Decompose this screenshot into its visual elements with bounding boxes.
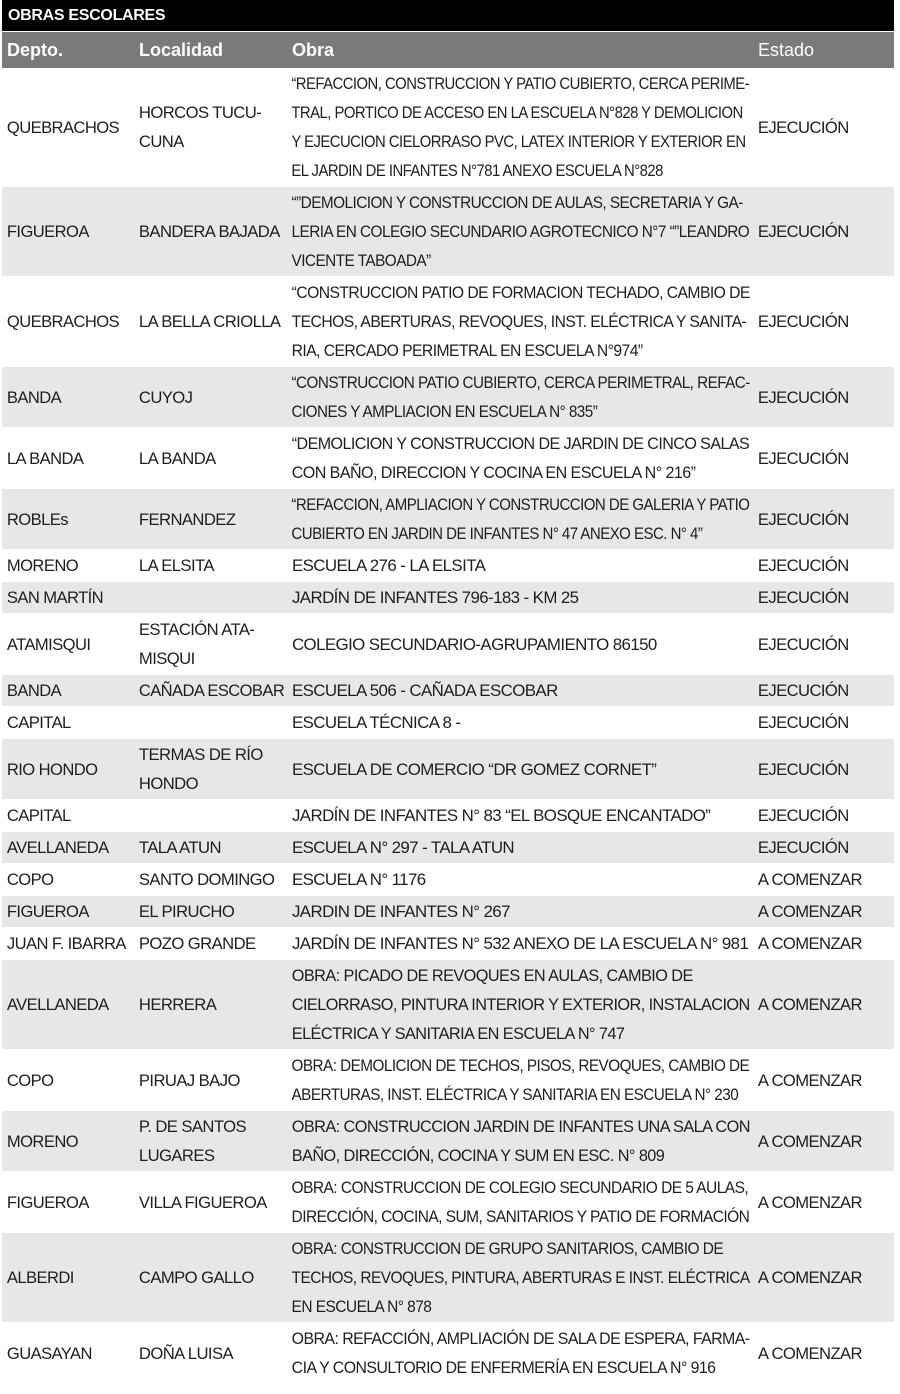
table-row <box>2 582 894 613</box>
cell-localidad: TALA ATUN <box>138 838 221 857</box>
table-row <box>2 864 894 895</box>
cell-localidad: P. DE SANTOS LUGARES <box>138 1117 247 1165</box>
cell-localidad: EL PIRUCHO <box>138 902 235 921</box>
obras-escolares-table <box>2 0 894 1383</box>
table-row <box>2 675 894 706</box>
table-row <box>2 367 894 427</box>
table-body <box>2 68 894 1383</box>
header-depto: Depto. <box>7 40 63 60</box>
cell-localidad: FERNANDEZ <box>138 509 236 529</box>
cell-obra: ESCUELA 276 - LA ELSITA <box>291 556 486 575</box>
cell-depto: QUEBRACHOS <box>6 117 120 137</box>
cell-estado: EJECUCIÓN <box>757 806 849 825</box>
table-row <box>2 707 894 738</box>
cell-localidad: VILLA FIGUEROA <box>138 1192 267 1212</box>
cell-depto: COPO <box>6 870 54 889</box>
cell-obra: ESCUELA N° 1176 <box>291 870 426 889</box>
cell-estado: EJECUCIÓN <box>757 838 849 857</box>
cell-estado: EJECUCIÓN <box>757 387 849 407</box>
cell-obra: OBRA: DEMOLICION DE TECHOS, PISOS, REVOQUES, CAMBIO DE ABERTURAS, INST. ELÉCTRICA Y SANITARIA EN ESCUELA N° 230 <box>291 1056 750 1104</box>
cell-estado: EJECUCIÓN <box>757 681 849 700</box>
cell-localidad: TERMAS DE RÍO HONDO <box>138 745 263 793</box>
cell-obra: ESCUELA N° 297 - TALA ATUN <box>291 838 515 857</box>
table-row <box>2 277 894 366</box>
cell-estado: A COMENZAR <box>757 902 862 921</box>
header-estado: Estado <box>758 40 815 60</box>
cell-localidad: POZO GRANDE <box>138 934 256 953</box>
cell-estado: A COMENZAR <box>757 934 862 953</box>
cell-obra: OBRA: CONSTRUCCION JARDIN DE INFANTES UNA SALA CON BAÑO, DIRECCIÓN, COCINA Y SUM EN ESC. N° 809 <box>291 1117 750 1165</box>
cell-localidad: LA BELLA CRIOLLA <box>138 312 281 331</box>
cell-obra: “DEMOLICION Y CONSTRUCCION DE JARDIN DE CINCO SALAS CON BAÑO, DIRECCION Y COCINA EN ESCUELA N° 216” <box>291 434 750 482</box>
cell-localidad: DOÑA LUISA <box>138 1343 234 1363</box>
table-row <box>2 832 894 863</box>
cell-depto: QUEBRACHOS <box>6 312 120 331</box>
cell-depto: CAPITAL <box>6 806 71 825</box>
table-row <box>2 68 894 186</box>
table-row <box>2 428 894 488</box>
cell-depto: BANDA <box>6 387 62 407</box>
header-obra: Obra <box>292 40 335 60</box>
cell-estado: EJECUCIÓN <box>757 312 849 331</box>
cell-depto: MORENO <box>6 556 79 575</box>
table-row <box>2 896 894 927</box>
cell-depto: ATAMISQUI <box>6 634 91 654</box>
cell-obra: “”DEMOLICION Y CONSTRUCCION DE AULAS, SECRETARIA Y GA- LERIA EN COLEGIO SECUNDARIO AGROTECNICO N°7 “”LEANDRO VICENTE TABOADA” <box>291 193 750 270</box>
cell-obra: OBRA: REFACCIÓN, AMPLIACIÓN DE SALA DE ESPERA, FARMA- CIA Y CONSULTORIO DE ENFERMERÍA EN ESCUELA N° 916 <box>291 1329 750 1377</box>
cell-obra: JARDIN DE INFANTES N° 267 <box>291 902 510 921</box>
cell-estado: EJECUCIÓN <box>757 634 849 654</box>
table-header <box>2 31 894 68</box>
table-row <box>2 489 894 549</box>
cell-depto: AVELLANEDA <box>6 995 109 1014</box>
cell-obra: OBRA: CONSTRUCCION DE GRUPO SANITARIOS, CAMBIO DE TECHOS, REVOQUES, PINTURA, ABERTURAS E INST. ELÉCTRICA EN ESCUELA N° 878 <box>291 1239 750 1316</box>
cell-obra: JARDÍN DE INFANTES N° 532 ANEXO DE LA ESCUELA N° 981 <box>291 934 749 953</box>
cell-estado: A COMENZAR <box>757 995 862 1014</box>
cell-localidad: HERRERA <box>138 995 217 1014</box>
table-row <box>2 1323 894 1383</box>
cell-obra: OBRA: PICADO DE REVOQUES EN AULAS, CAMBIO DE CIELORRASO, PINTURA INTERIOR Y EXTERIOR, INSTALACION ELÉCTRICA Y SANITARIA EN ESCUELA N° 747 <box>291 966 750 1043</box>
cell-obra: COLEGIO SECUNDARIO-AGRUPAMIENTO 86150 <box>291 634 657 654</box>
cell-estado: EJECUCIÓN <box>757 588 849 607</box>
cell-depto: SAN MARTÍN <box>6 588 104 607</box>
table-row <box>2 550 894 581</box>
cell-obra: JARDÍN DE INFANTES 796-183 - KM 25 <box>291 588 579 607</box>
cell-depto: ROBLEs <box>6 509 68 529</box>
cell-localidad: ESTACIÓN ATA- MISQUI <box>138 620 255 668</box>
cell-obra: “REFACCION, CONSTRUCCION Y PATIO CUBIERTO, CERCA PERIME- TRAL, PORTICO DE ACCESO EN LA ESCUELA N°828 Y DEMOLICION Y EJECUCION CIELORRASO PVC, LATEX INTERIOR Y EXTERIOR EN EL JARDIN DE INFANTES N°781 ANEXO ESCUELA N°828 <box>291 74 750 180</box>
cell-estado: A COMENZAR <box>757 870 862 889</box>
cell-depto: FIGUEROA <box>6 1192 89 1212</box>
cell-depto: BANDA <box>6 681 62 700</box>
table-row <box>2 1050 894 1110</box>
table-row <box>2 614 894 674</box>
cell-localidad: CUYOJ <box>138 387 193 407</box>
cell-localidad: PIRUAJ BAJO <box>138 1070 240 1090</box>
table-row <box>2 187 894 276</box>
cell-localidad: LA BANDA <box>138 448 216 468</box>
cell-obra: JARDÍN DE INFANTES N° 83 “EL BOSQUE ENCANTADO” <box>291 806 711 825</box>
cell-estado: A COMENZAR <box>757 1070 862 1090</box>
table-row <box>2 739 894 799</box>
table-title: OBRAS ESCOLARES <box>2 0 894 31</box>
cell-estado: A COMENZAR <box>757 1131 862 1151</box>
cell-obra: “CONSTRUCCION PATIO DE FORMACION TECHADO, CAMBIO DE TECHOS, ABERTURAS, REVOQUES, INST. ELÉCTRICA Y SANITA- RIA, CERCADO PERIMETRAL EN ESCUELA N°974” <box>291 283 750 360</box>
cell-obra: “CONSTRUCCION PATIO CUBIERTO, CERCA PERIMETRAL, REFAC- CIONES Y AMPLIACION EN ESCUELA N° 835” <box>291 373 750 421</box>
table-row <box>2 800 894 831</box>
cell-estado: EJECUCIÓN <box>757 222 849 241</box>
cell-depto: CAPITAL <box>6 713 71 732</box>
cell-localidad: LA ELSITA <box>138 556 214 575</box>
cell-localidad: CAÑADA ESCOBAR <box>138 681 285 700</box>
cell-depto: COPO <box>6 1070 54 1090</box>
cell-localidad: HORCOS TUCU- CUNA <box>138 103 262 151</box>
cell-estado: EJECUCIÓN <box>757 448 849 468</box>
cell-depto: FIGUEROA <box>6 222 89 241</box>
table-row <box>2 1172 894 1232</box>
cell-depto: ALBERDI <box>6 1268 74 1287</box>
cell-obra: OBRA: CONSTRUCCION DE COLEGIO SECUNDARIO DE 5 AULAS, DIRECCIÓN, COCINA, SUM, SANITARIOS Y PATIO DE FORMACIÓN <box>291 1178 750 1226</box>
cell-estado: EJECUCIÓN <box>757 556 849 575</box>
cell-depto: LA BANDA <box>6 448 84 468</box>
cell-depto: AVELLANEDA <box>6 838 109 857</box>
cell-estado: A COMENZAR <box>757 1343 862 1363</box>
table-row <box>2 928 894 959</box>
header-localidad: Localidad <box>139 40 224 60</box>
cell-obra: “REFACCION, AMPLIACION Y CONSTRUCCION DE GALERIA Y PATIO CUBIERTO EN JARDIN DE INFANTES N° 47 ANEXO ESC. N° 4” <box>291 495 750 543</box>
cell-depto: JUAN F. IBARRA <box>6 934 126 953</box>
cell-estado: A COMENZAR <box>757 1192 862 1212</box>
cell-estado: A COMENZAR <box>757 1268 862 1287</box>
cell-obra: ESCUELA TÉCNICA 8 - <box>291 713 461 732</box>
cell-estado: EJECUCIÓN <box>757 713 849 732</box>
cell-estado: EJECUCIÓN <box>757 759 849 779</box>
cell-depto: RIO HONDO <box>6 759 98 779</box>
table-row <box>2 1233 894 1322</box>
cell-estado: EJECUCIÓN <box>757 117 849 137</box>
cell-estado: EJECUCIÓN <box>757 509 849 529</box>
cell-localidad: CAMPO GALLO <box>138 1268 254 1287</box>
cell-obra: ESCUELA DE COMERCIO “DR GOMEZ CORNET” <box>291 759 657 779</box>
cell-depto: GUASAYAN <box>6 1343 92 1363</box>
table-row <box>2 1111 894 1171</box>
table-row <box>2 960 894 1049</box>
cell-localidad: SANTO DOMINGO <box>138 870 275 889</box>
cell-obra: ESCUELA 506 - CAÑADA ESCOBAR <box>291 681 558 700</box>
cell-localidad: BANDERA BAJADA <box>138 222 280 241</box>
cell-depto: MORENO <box>6 1131 79 1151</box>
cell-depto: FIGUEROA <box>6 902 89 921</box>
